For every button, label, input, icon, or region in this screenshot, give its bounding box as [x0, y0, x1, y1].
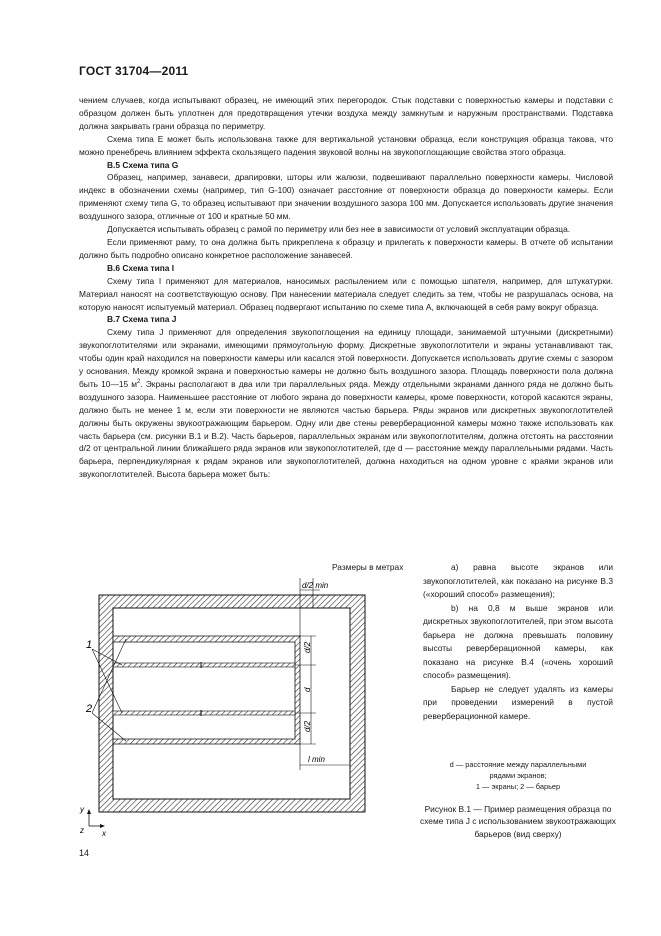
dim-l-min: l min [308, 755, 325, 764]
paragraph-part: . Экраны располагают в два или три параллельных ряда. Между отдельными экранами данного ряда не должно быть воздушного зазора. Наименьшее расстояние от любого экрана до поверхности камеры, кроме поверхности, которой касаются экраны, должно быть не менее 1 м, если эти поверхности не являются частью барьера. Ряды экранов или дискретных звукопоглотителей должны быть окружены звукоотражающим барьером. Одну или две стены реверберационной камеры можно также использовать как часть барьера (см. рисунки В.1 и В.2). Часть барьеров, параллельных экранам или звукопоглотителям, должна отстоять на расстоянии d/2 от центральной линии ближайшего ряда экранов или звукопоглотителей, где d — расстояние между параллельными рядами. Часть барьера, перпендикулярная к рядам экранов или звукопоглотителей, должна находиться на одном уровне с краями экранов или звукопоглотителей. Высота барьера может быть: [79, 378, 613, 480]
option-a: а) равна высоте экранов или звукопоглотителей, как показано на рисунке В.3 («хороший способ» размещения); [423, 562, 613, 599]
screen-row [113, 663, 295, 667]
legend-line: рядами экранов; [489, 770, 547, 780]
paragraph: Образец, например, занавеси, драпировки, шторы или жалюзи, подвешивают параллельно поверхности камеры. Числовой индекс в обозначении схемы (например, тип G-100) означает расстояние от поверхности образца до поверхности камеры. Если применяют схему типа G, то образец испытывают при значении воздушного зазора 100 мм. Допускается использовать другие значения воздушного зазора, отличные от 100 и кратные 50 мм. [79, 172, 613, 222]
section-heading-b7: В.7 Схема типа J [107, 314, 177, 325]
option-b: b) на 0,8 м выше экранов или дискретных звукопоглотителей, при этом высота барьера не должна превышать половину высоты реверберационной камеры, как показано на рисунке В.4 («очень хороший способ» размещения). [423, 602, 613, 680]
label-screens: 1 [86, 639, 93, 651]
paragraph: Схему типа I применяют для материалов, наносимых распылением или с помощью шпателя, например, для штукатурки. Материал наносят на соответствующую основу. При нанесении материала следует следить за тем, чтобы не разрушалась основа, на которую наносят испытуемый материал. Образец подвергают испытанию по схеме типа А, включающей в себя раму вокруг образца. [79, 275, 613, 312]
dim-d2-min: d/2 min [302, 581, 329, 590]
dim-d: d [303, 687, 312, 692]
legend-line: d — расстояние между параллельными [449, 760, 587, 769]
figure-caption: Рисунок В.1 — Пример размещения образца по схеме типа J с использованием звукоотражающих барьеров (вид сверху) [420, 804, 616, 839]
superscript: 2 [137, 379, 141, 386]
paragraph: чением случаев, когда испытывают образец, не имеющий этих перегородок. Стык подставки с поверхностью камеры и подставки с образцом должен быть уплотнен для предотвращения утечки воздуха между замкнутым и наружным пространствами. Подставка должна закрывать грани образца по периметру. [79, 95, 613, 131]
barrier [113, 636, 300, 744]
axis-x-label: x [102, 829, 106, 838]
legend-line: 1 — экраны; 2 — барьер [475, 781, 561, 791]
dim-d2-bottom: d/2 [303, 720, 312, 732]
axis-z-label: z [80, 826, 84, 835]
barrier-height-options [423, 561, 613, 723]
paragraph: Схема типа Е может быть использована также для вертикальной установки образца, если конструкция образца такова, что можно пренебречь влиянием эффекта скользящего падения звуковой волны на звукопоглощающие свойства этого образца. [79, 133, 613, 157]
dim-d2-top: d/2 [303, 641, 312, 653]
document-header: ГОСТ 31704—2011 [79, 64, 189, 78]
paragraph-part: Схему типа J применяют для определения звукопоглощения на единицу площади, занимаемой штучными (дискретными) звукопоглотителями или экранами, имеющими прямоугольную форму. Дискретные звукопоглотители и экраны устанавливают так, чтобы один край находился на поверхности камеры или касался этой поверхности. Допускается использовать другие схемы с зазором у основания. Между кромкой экрана и поверхностью камеры не должно быть воздушного зазора. Площадь поверхности пола должна быть 10—15 м [79, 327, 613, 389]
section-heading-b6: В.6 Схема типа I [107, 262, 175, 273]
paragraph: Если применяют раму, то она должна быть прикреплена к образцу и прилегать к поверхности камеры. В отчете об испытании должно быть подробно описано конкретное расположение занавесей. [79, 236, 613, 260]
body-text [79, 94, 613, 481]
figure-legend [423, 760, 613, 792]
sizes-label: Размеры в метрах [332, 562, 404, 572]
label-barrier: 2 [86, 703, 93, 715]
paragraph [79, 326, 613, 481]
page-number: 14 [79, 848, 90, 858]
barrier-note: Барьер не следует удалять из камеры при проведении измерений в пустой реверберационной камере. [423, 683, 613, 721]
screen-row [113, 711, 295, 715]
room-wall [99, 595, 365, 812]
axis-y-label: y [80, 805, 84, 814]
figure-b1 [76, 560, 376, 845]
section-heading-b5: В.5 Схема типа G [107, 159, 179, 170]
paragraph: Допускается испытывать образец с рамой по периметру или без нее в зависимости от условий эксплуатации образца. [107, 224, 571, 235]
